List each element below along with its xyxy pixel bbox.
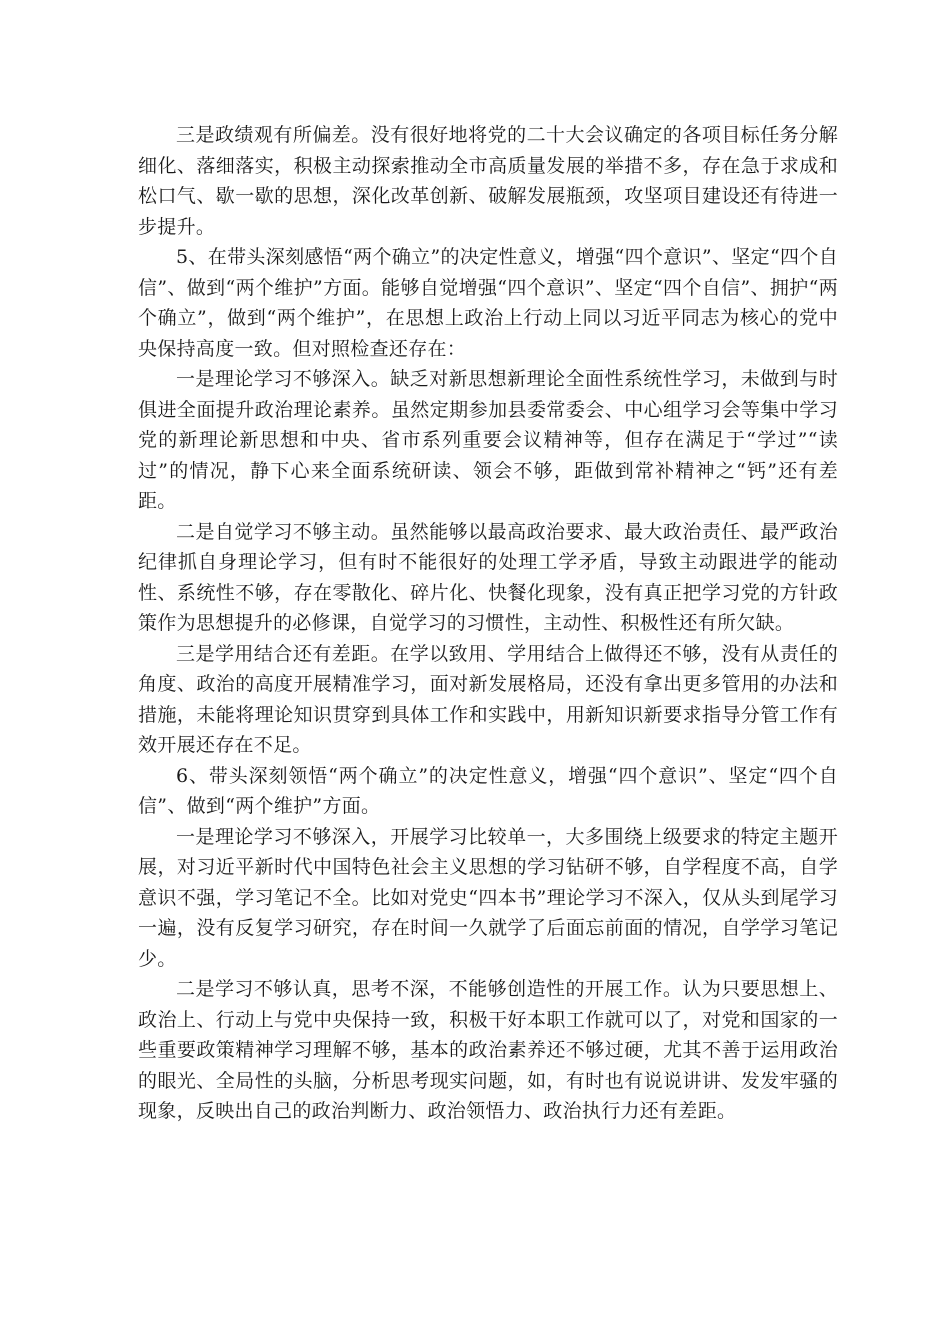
paragraph: 6、带头深刻领悟“两个确立”的决定性意义，增强“四个意识”、坚定“四个自信”、做到“两个维护”方面。	[138, 764, 838, 817]
paragraph: 二是学习不够认真，思考不深，不能够创造性的开展工作。认为只要思想上、政治上、行动上与党中央保持一致，积极干好本职工作就可以了，对党和国家的一些重要政策精神学习理解不够，基本的政治素养还不够过硬，尤其不善于运用政治的眼光、全局性的头脑，分析思考现实问题，如，有时也有说说讲讲、发发牢骚的现象，反映出自己的政治判断力、政治领悟力、政治执行力还有差距。	[138, 978, 838, 1122]
document-body	[138, 120, 838, 1127]
paragraph: 一是理论学习不够深入，开展学习比较单一，大多围绕上级要求的特定主题开展，对习近平新时代中国特色社会主义思想的学习钻研不够，自学程度不高，自学意识不强，学习笔记不全。比如对党史“四本书”理论学习不深入，仅从头到尾学习一遍，没有反复学习研究，存在时间一久就学了后面忘前面的情况，自学学习笔记少。	[138, 825, 838, 970]
paragraph: 二是自觉学习不够主动。虽然能够以最高政治要求、最大政治责任、最严政治纪律抓自身理论学习，但有时不能很好的处理工学矛盾，导致主动跟进学的能动性、系统性不够，存在零散化、碎片化、快餐化现象，没有真正把学习党的方针政策作为思想提升的必修课，自觉学习的习惯性，主动性、积极性还有所欠缺。	[138, 520, 838, 634]
paragraph: 一是理论学习不够深入。缺乏对新思想新理论全面性系统性学习，未做到与时俱进全面提升政治理论素养。虽然定期参加县委常委会、中心组学习会等集中学习党的新理论新思想和中央、省市系列重要会议精神等，但存在满足于“学过”“读过”的情况，静下心来全面系统研读、领会不够，距做到常补精神之“钙”还有差距。	[138, 368, 838, 512]
paragraph: 5、在带头深刻感悟“两个确立”的决定性意义，增强“四个意识”、坚定“四个自信”、做到“两个维护”方面。能够自觉增强“四个意识”、坚定“四个自信”、拥护“两个确立”，做到“两个维护”，在思想上政治上行动上同以习近平同志为核心的党中央保持高度一致。但对照检查还存在：	[138, 246, 838, 360]
paragraph: 三是政绩观有所偏差。没有很好地将党的二十大会议确定的各项目标任务分解细化、落细落实，积极主动探索推动全市高质量发展的举措不多，存在急于求成和松口气、歇一歇的思想，深化改革创新、破解发展瓶颈，攻坚项目建设还有待进一步提升。	[138, 124, 838, 238]
paragraph: 三是学用结合还有差距。在学以致用、学用结合上做得还不够，没有从责任的角度、政治的高度开展精准学习，面对新发展格局，还没有拿出更多管用的办法和措施，未能将理论知识贯穿到具体工作和实践中，用新知识新要求指导分管工作有效开展还存在不足。	[138, 642, 838, 756]
